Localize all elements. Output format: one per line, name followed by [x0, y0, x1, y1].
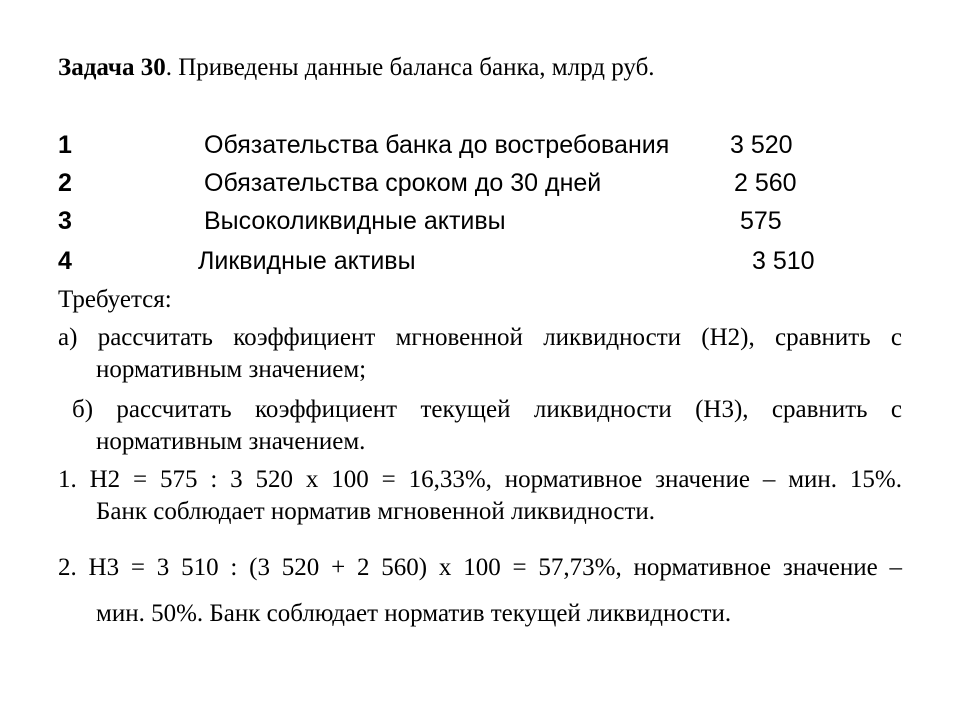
balance-row-2 — [58, 168, 858, 198]
row-number: 4 — [58, 247, 72, 275]
solution-1-line-1: 1. Н2 = 575 : 3 520 х 100 = 16,33%, нормативное значение – мин. 15%. — [58, 466, 902, 493]
row-value: 575 — [740, 207, 782, 235]
balance-row-1 — [58, 130, 858, 160]
row-label: Обязательства сроком до 30 дней — [204, 169, 602, 197]
solution-1-line-2: Банк соблюдает норматив мгновенной ликвидности. — [96, 498, 655, 525]
row-value: 3 510 — [752, 247, 815, 275]
row-number: 3 — [58, 207, 72, 235]
solution-2-line-2: мин. 50%. Банк соблюдает норматив текущей ликвидности. — [96, 600, 732, 627]
task-a-line-1: а) рассчитать коэффициент мгновенной ликвидности (Н2), сравнить с — [58, 324, 902, 351]
row-value: 3 520 — [730, 131, 793, 159]
balance-row-3 — [58, 206, 858, 236]
row-label: Высоколиквидные активы — [204, 207, 506, 235]
balance-row-4 — [58, 246, 858, 276]
task-a-line-2: нормативным значением; — [96, 356, 367, 383]
row-number: 2 — [58, 169, 72, 197]
task-b-line-1: б) рассчитать коэффициент текущей ликвидности (Н3), сравнить с — [72, 396, 902, 423]
row-label: Ликвидные активы — [198, 247, 416, 275]
problem-number: Задача 30 — [58, 54, 166, 81]
row-label: Обязательства банка до востребования — [204, 131, 670, 159]
row-number: 1 — [58, 131, 72, 159]
solution-2-line-1: 2. Н3 = 3 510 : (3 520 + 2 560) х 100 = 57,73%, нормативное значение – — [58, 554, 902, 581]
problem-statement: . Приведены данные баланса банка, млрд руб. — [165, 54, 655, 81]
problem-title — [58, 52, 655, 84]
required-heading: Требуется: — [58, 286, 172, 313]
task-b-line-2: нормативным значением. — [96, 428, 366, 455]
row-value: 2 560 — [734, 169, 797, 197]
